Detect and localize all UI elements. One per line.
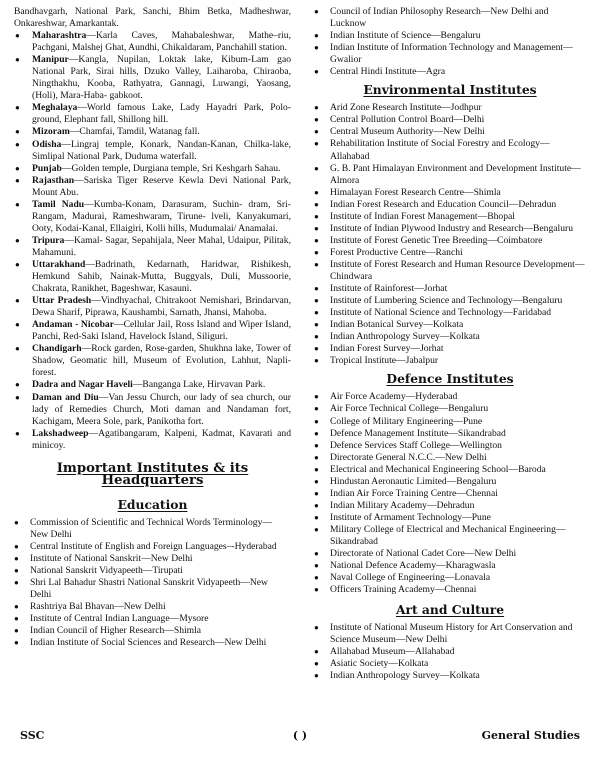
list-item: ● Himalayan Forest Research Centre—Shimla bbox=[314, 187, 586, 199]
list-item bbox=[14, 259, 291, 295]
places-text: Vindhyachal, Chitrakoot Nemishari, Brindarvan, Dewa Sharif, Piprawa, Kaushambi, Sarnath, Jhansi, Mahoba. bbox=[32, 295, 291, 319]
education-list bbox=[14, 517, 291, 650]
list-item: ● Air Force Academy—Hyderabad bbox=[314, 391, 586, 403]
dash: — bbox=[86, 30, 96, 42]
environmental-heading: Environmental Institutes bbox=[363, 82, 537, 98]
state-name: Punjab bbox=[32, 162, 62, 174]
list-item bbox=[14, 428, 291, 452]
dash: — bbox=[84, 198, 94, 210]
list-item bbox=[14, 139, 291, 163]
list-item: ● Institute of National Sanskrit—New Delhi bbox=[14, 553, 291, 565]
list-item: ● Indian Air Force Training Centre—Chennai bbox=[314, 488, 586, 500]
list-item: ● Electrical and Mechanical Engineering School—Baroda bbox=[314, 464, 586, 476]
dash: — bbox=[81, 343, 92, 355]
list-item: ● Institute of Armament Technology—Pune bbox=[314, 512, 586, 524]
list-item: ● Council of Indian Philosophy Research—New Delhi and Lucknow bbox=[314, 6, 586, 30]
list-item: ● Directorate of National Cadet Core—New Delhi bbox=[314, 548, 586, 560]
list-item: ● Defence Management Institute—Sikandrabad bbox=[314, 428, 586, 440]
list-item: ● Naval College of Engineering—Lonavala bbox=[314, 572, 586, 584]
page-footer bbox=[20, 729, 580, 747]
list-item: ● Allahabad Museum—Allahabad bbox=[314, 646, 586, 658]
state-name: Manipur bbox=[32, 54, 69, 66]
dash: — bbox=[74, 174, 84, 186]
list-item: ● Indian Forest Research and Education Council—Dehradun bbox=[314, 199, 586, 211]
art-heading: Art and Culture bbox=[395, 602, 505, 618]
list-item: ● Military College of Electrical and Mechanical Engineering—Sikandrabad bbox=[314, 524, 586, 548]
list-item bbox=[14, 235, 291, 259]
places-text: Agatibangaram, Kalpeni, Kadmat, Kavarati and minicoy. bbox=[32, 427, 291, 451]
list-item: ● Officers Training Academy—Chennai bbox=[314, 584, 586, 596]
left-column bbox=[14, 6, 291, 649]
places-text: Rock garden, Rose-garden, Shukhna lake, Tower of Shadow, Geomatic hill, Museum of Evolution, Lahhut, Napli-forest. bbox=[32, 343, 291, 379]
states-list bbox=[14, 6, 291, 30]
list-item: ● Indian Institute of Information Technology and Management—Gwalior bbox=[314, 42, 586, 66]
places-text: Banganga Lake, Hirvavan Park. bbox=[142, 379, 266, 391]
state-name: Tamil Nadu bbox=[32, 198, 85, 210]
footer-left: SSC bbox=[20, 729, 45, 742]
state-name: Tripura bbox=[32, 234, 65, 246]
state-name: Meghalaya bbox=[32, 102, 78, 114]
list-item: Bandhavgarh, National Park, Sanchi, Bhim Betka, Madheshwar, Onkareshwar, Amarkantak. bbox=[14, 6, 291, 30]
dash: — bbox=[61, 138, 71, 150]
places-text: Lingraj temple, Konark, Nandan-Kanan, Chilka-lake, Simlipal National Park, Duduma waterfall. bbox=[32, 138, 291, 162]
list-item bbox=[14, 319, 291, 343]
places-text: Kumba-Konam, Darasuram, Suchin- dram, Sri-Rangam, Madurai, Rameshwaram, Tirune- lveli, Kanyakumari, Ooty, Kodai-Kanal, Ellaigiri, Kolli hills, Mudumalai/ Anamalai. bbox=[32, 198, 291, 234]
list-item: ● Institute of National Museum History for Art Conservation and Science Museum—New Delhi bbox=[314, 622, 586, 646]
list-item: ● Institute of Lumbering Science and Technology—Bengaluru bbox=[314, 295, 586, 307]
list-item: ● Institute of Central Indian Language—Mysore bbox=[14, 613, 291, 625]
list-item: ● G. B. Pant Himalayan Environment and Development Institute—Almora bbox=[314, 163, 586, 187]
state-name: Chandigarh bbox=[32, 343, 82, 355]
list-item: ● Institute of Forest Genetic Tree Breeding—Coimbatore bbox=[314, 235, 586, 247]
list-item: ● Air Force Technical College—Bengaluru bbox=[314, 403, 586, 415]
list-item: ● Forest Productive Centre—Ranchi bbox=[314, 247, 586, 259]
list-item: ● Indian Forest Survey—Jorhat bbox=[314, 343, 586, 355]
page-number: ( ) bbox=[292, 729, 308, 742]
places-text: Van Jessu Church, our lady of sea church, our lady of Remedies Church, Moti daman and Nandaman fort, Kachigam, Meera Sole, park, Panikotha fort. bbox=[32, 391, 291, 427]
places-text: Sariska Tiger Reserve Kewla Devi National Park, Mount Abu. bbox=[32, 174, 291, 198]
state-name: Mizoram bbox=[32, 126, 70, 138]
dash: — bbox=[98, 391, 109, 403]
dash: — bbox=[85, 258, 95, 270]
list-item: ● Central Institute of English and Foreign Languages–-Hyderabad bbox=[14, 541, 291, 553]
state-name: Andaman - Nicobar bbox=[32, 319, 114, 331]
list-item: ● Indian Anthropology Survey—Kolkata bbox=[314, 670, 586, 682]
list-item bbox=[14, 102, 291, 126]
institutes-heading: Important Institutes & its Headquarters bbox=[56, 460, 249, 488]
dash: — bbox=[68, 54, 79, 66]
dash: — bbox=[113, 319, 124, 331]
dash: — bbox=[64, 234, 74, 246]
list-item: ● Institute of Indian Plywood Industry and Research—Bengaluru bbox=[314, 223, 586, 235]
places-text: Kamal- Sagar, Sepahijala, Neer Mahal, Udaipur, Pilitak, Mahamuni. bbox=[32, 234, 291, 258]
list-item: ● Institute of Rainforest—Jorhat bbox=[314, 283, 586, 295]
list-item: ● Institute of Forest Research and Human Resource Development—Chindwara bbox=[314, 259, 586, 283]
list-item bbox=[14, 295, 291, 319]
list-item: ● National Sanskrit Vidyapeeth—Tirupati bbox=[14, 565, 291, 577]
state-name: Uttarakhand bbox=[32, 258, 86, 270]
state-name: Lakshadweep bbox=[32, 427, 89, 439]
list-item bbox=[14, 379, 291, 391]
education-list-continued bbox=[314, 6, 586, 78]
list-item: ● Indian Council of Higher Research—Shimla bbox=[14, 625, 291, 637]
list-item: ● National Defence Academy—Kharagwasla bbox=[314, 560, 586, 572]
dash: — bbox=[61, 162, 72, 174]
list-item: ● Indian Military Academy—Dehradun bbox=[314, 500, 586, 512]
list-item: ● Tropical Institute—Jabalpur bbox=[314, 355, 586, 367]
places-text: Cellular Jail, Ross Island and Wiper Island, Panchi, Red-Saki Island, Havelock Island, Siliguri. bbox=[32, 319, 292, 343]
list-item: ● Asiatic Society—Kolkata bbox=[314, 658, 586, 670]
list-item: ● Hindustan Aeronautic Limited—Bengaluru bbox=[314, 476, 586, 488]
footer-right: General Studies bbox=[481, 729, 580, 742]
list-item: ● Indian Institute of Social Sciences and Research—New Delhi bbox=[14, 637, 291, 649]
right-column bbox=[314, 6, 586, 682]
dash: — bbox=[69, 126, 80, 138]
art-culture-list bbox=[314, 622, 586, 682]
dash: — bbox=[132, 379, 143, 391]
list-item: ● Rashtriya Bal Bhavan—New Delhi bbox=[14, 601, 291, 613]
list-item: ● Rehabilitation Institute of Social Forestry and Ecology—Allahabad bbox=[314, 138, 586, 162]
dash: — bbox=[77, 102, 87, 114]
list-item: ● College of Military Engineering—Pune bbox=[314, 416, 586, 428]
list-item: ● Indian Institute of Science—Bengaluru bbox=[314, 30, 586, 42]
state-name: Uttar Pradesh bbox=[32, 295, 92, 307]
tourist-places-list bbox=[14, 30, 291, 452]
list-item bbox=[14, 30, 291, 54]
list-item bbox=[14, 199, 291, 235]
list-item: ● Central Museum Authority—New Delhi bbox=[314, 126, 586, 138]
places-text: Karla Caves, Mahabaleshwar, Mathe–riu, Pachgani, Malshej Ghat, Aundhi, Chikaldaram, Panchahill station. bbox=[32, 30, 291, 54]
dash: — bbox=[91, 295, 101, 307]
list-item: ● Directorate General N.C.C.—New Delhi bbox=[314, 452, 586, 464]
list-item: ● Indian Anthropology Survey—Kolkata bbox=[314, 331, 586, 343]
state-name: Daman and Diu bbox=[32, 391, 99, 403]
state-name: Rajasthan bbox=[32, 174, 75, 186]
list-item bbox=[14, 343, 291, 379]
list-item: ● Institute of Indian Forest Management—Bhopal bbox=[314, 211, 586, 223]
list-item: ● Arid Zone Research Institute—Jodhpur bbox=[314, 102, 586, 114]
state-name: Dadra and Nagar Haveli bbox=[32, 379, 133, 391]
places-text: Chamfai, Tamdil, Watanag fall. bbox=[79, 126, 200, 138]
places-text: Golden temple, Durgiana temple, Sri Keshgarh Sahau. bbox=[71, 162, 281, 174]
list-item: ● Indian Botanical Survey—Kolkata bbox=[314, 319, 586, 331]
list-item bbox=[14, 392, 291, 428]
defence-heading: Defence Institutes bbox=[386, 371, 514, 387]
list-item: ● Institute of National Science and Technology—Faridabad bbox=[314, 307, 586, 319]
places-text: Kangla, Nupilan, Loktak lake, Kibum-Lam gao National Park, Sirai hills, Dzuko Valley, Laiharoba, Chiraoba, Ningthakhu, Kooba, Rathyatra, Gannagi, Luwangi, Yaosang, (Holi), Mara-Haba- gabkoot. bbox=[32, 54, 291, 102]
environmental-list bbox=[314, 102, 586, 367]
places-text: Badrinath, Kedarnath, Haridwar, Rishikesh, Hemkund Sahib, Nainak-Mutta, Buggyals, Duli, Mussoorie, Chakrata, Ranikhet, Bageshwar, Kasauni. bbox=[32, 258, 291, 295]
list-item: ● Shri Lal Bahadur Shastri National Sanskrit Vidyapeeth—New Delhi bbox=[14, 577, 291, 601]
list-item bbox=[14, 54, 291, 102]
state-name: Maharashtra bbox=[32, 30, 87, 42]
list-item bbox=[14, 126, 291, 138]
list-item: ● Defence Services Staff College—Wellington bbox=[314, 440, 586, 452]
list-item: ● Central Hindi Institute—Agra bbox=[314, 66, 586, 78]
list-item: ● Central Pollution Control Board—Delhi bbox=[314, 114, 586, 126]
list-item bbox=[14, 175, 291, 199]
dash: — bbox=[88, 427, 99, 439]
education-heading: Education bbox=[117, 496, 188, 512]
defence-list bbox=[314, 391, 586, 596]
list-item bbox=[14, 163, 291, 175]
state-name: Odisha bbox=[32, 138, 62, 150]
places-text: World famous Lake, Lady Hayadri Park, Polo-ground, Elephant fall, Shillong hill. bbox=[32, 102, 291, 126]
list-item: ● Commission of Scientific and Technical Words Terminology— New Delhi bbox=[14, 517, 291, 541]
